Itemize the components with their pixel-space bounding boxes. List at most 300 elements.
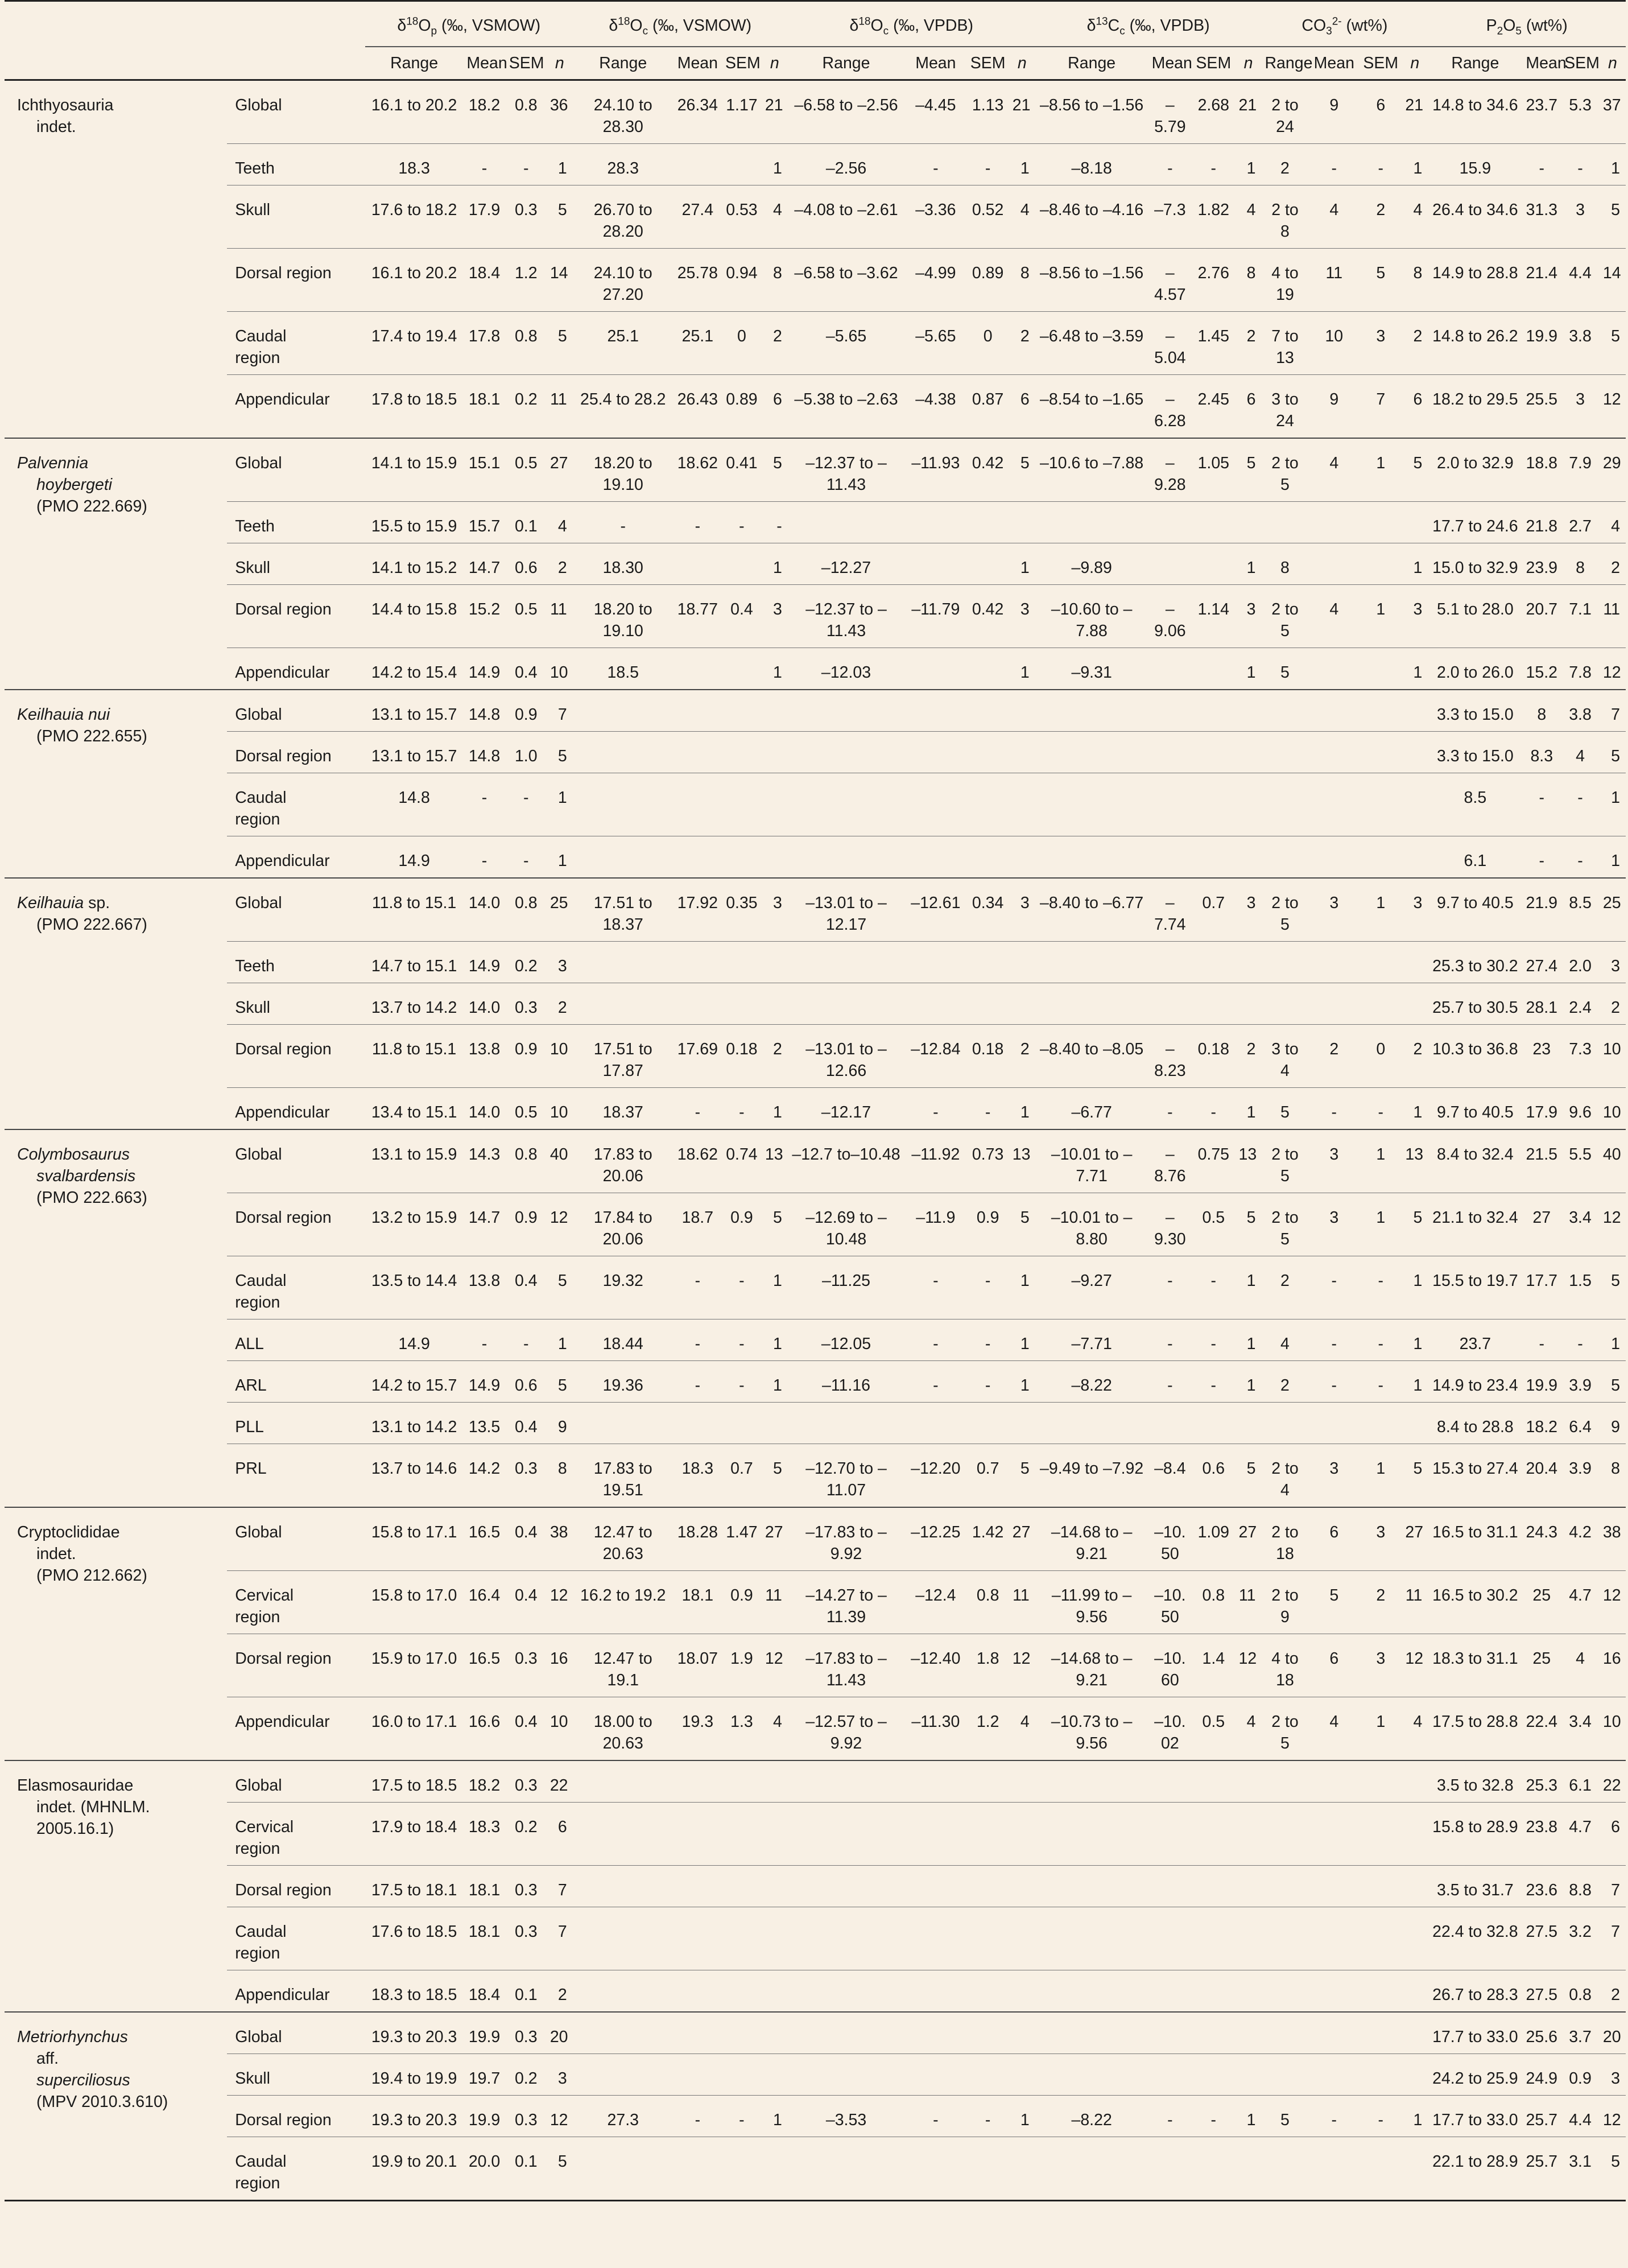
mean-cell: 8.3 [1522,732,1561,773]
subheader-sem: SEM [506,47,547,80]
range-cell: 13.1 to 14.2 [365,1403,464,1444]
taxon-name: Cryptoclididae [17,1523,120,1541]
sem-cell: 0.3 [506,2012,547,2054]
region-cell [227,1760,365,1803]
region-label: Skull [235,559,270,577]
sem-cell: 0.3 [506,1760,547,1803]
region-cell [227,1634,365,1697]
range-cell: 14.9 [365,1319,464,1361]
sem-cell [966,1403,1009,1444]
n-cell: 12 [762,1634,788,1697]
range-cell: 17.6 to 18.2 [365,185,464,249]
sem-cell [1360,836,1402,879]
range-cell: 15.5 to 19.7 [1428,1256,1522,1319]
mean-cell [904,2137,966,2201]
range-cell: 2 to 5 [1261,878,1308,942]
n-cell: 2 [1009,312,1035,375]
mean-cell: –8.4 [1148,1444,1192,1508]
header-group-co3 [1261,1,1428,47]
range-cell [1035,773,1148,836]
n-cell: 16 [1600,1634,1626,1697]
region-cell [227,312,365,375]
table-row [5,732,1626,773]
n-cell: 4 [1236,1697,1262,1761]
sem-cell [1192,1866,1235,1907]
region-label: Dorsal region [235,600,332,618]
sem-cell: 0.6 [506,543,547,585]
n-cell: 1 [1402,543,1428,585]
sem-cell [722,1403,762,1444]
range-cell: 26.70 to 28.20 [573,185,673,249]
region-label: Skull [235,201,270,219]
mean-cell: –7.3 [1148,185,1192,249]
range-cell: –8.56 to –1.56 [1035,249,1148,312]
n-cell: 3 [1402,878,1428,942]
subheader-n: n [1600,47,1626,80]
n-cell [762,1803,788,1866]
sem-cell: 2 [1360,185,1402,249]
n-cell [1402,690,1428,732]
region-cell [227,2054,365,2096]
region-label: PLL [235,1418,264,1436]
table-row [5,438,1626,502]
n-cell: 1 [1236,543,1262,585]
mean-cell: 20.4 [1522,1444,1561,1508]
mean-cell: –10. 50 [1148,1571,1192,1634]
sem-cell: 0.8 [506,878,547,942]
range-cell: 12.47 to 19.1 [573,1634,673,1697]
n-cell [1236,983,1262,1025]
range-cell: –8.54 to –1.65 [1035,375,1148,439]
region-cell [227,773,365,836]
mean-cell: 25.3 [1522,1760,1561,1803]
mean-cell: 15.2 [463,585,505,648]
region-label: Cervical region [235,1586,294,1626]
sem-cell [1360,773,1402,836]
mean-cell [673,2137,722,2201]
mean-cell [904,1403,966,1444]
mean-cell: 17.7 [1522,1256,1561,1319]
range-cell: 3.5 to 31.7 [1428,1866,1522,1907]
mean-cell: 19.9 [1522,1361,1561,1403]
range-cell: - [573,502,673,543]
mean-cell: - [1148,1319,1192,1361]
mean-cell: –5.79 [1148,80,1192,144]
mean-cell: 21.4 [1522,249,1561,312]
range-cell: 2 [1261,144,1308,185]
sem-cell: - [722,1361,762,1403]
n-cell: 37 [1600,80,1626,144]
n-cell: 2 [1236,312,1262,375]
region-label: Appendicular [235,1103,330,1121]
table-row [5,144,1626,185]
mean-cell: 18.4 [463,249,505,312]
range-cell: 2.0 to 26.0 [1428,648,1522,690]
mean-cell: 23.9 [1522,543,1561,585]
range-cell: 9.7 to 40.5 [1428,1088,1522,1130]
sem-cell: 1 [1360,1193,1402,1256]
taxon-name: Keilhauia nui [17,706,110,724]
region-label: Caudal region [235,789,287,828]
n-cell: 38 [547,1507,573,1571]
sem-cell: 0.3 [506,2096,547,2137]
n-cell: 5 [1009,1193,1035,1256]
mean-cell: 21.5 [1522,1129,1561,1193]
table-row [5,1361,1626,1403]
sem-cell: 2.45 [1192,375,1235,439]
n-cell [762,2137,788,2201]
range-cell: 13.2 to 15.9 [365,1193,464,1256]
range-cell [573,1803,673,1866]
n-cell: 1 [762,648,788,690]
table-row [5,1088,1626,1130]
mean-cell: 6 [1309,1507,1360,1571]
mean-cell: 18.1 [673,1571,722,1634]
sem-cell [966,773,1009,836]
n-cell: 5 [1600,2137,1626,2201]
mean-cell: 21.8 [1522,502,1561,543]
table-row [5,1970,1626,2013]
range-cell [1261,1907,1308,1970]
sem-cell: 3.8 [1561,312,1600,375]
mean-cell: 3 [1309,1444,1360,1508]
range-cell: 14.2 to 15.4 [365,648,464,690]
sem-cell: 2 [1360,1571,1402,1634]
range-cell: 3.3 to 15.0 [1428,732,1522,773]
mean-cell: 18.28 [673,1507,722,1571]
sem-cell: 3.4 [1561,1697,1600,1761]
sem-cell: 0.4 [506,1256,547,1319]
range-cell [1261,1866,1308,1907]
header-element: O [418,17,431,35]
taxon-cell [5,690,227,878]
n-cell: 4 [547,502,573,543]
table-row [5,502,1626,543]
range-cell: –9.27 [1035,1256,1148,1319]
range-cell [1035,1803,1148,1866]
n-cell: 27 [1402,1507,1428,1571]
mean-cell: 23.6 [1522,1866,1561,1907]
sem-cell: 0.4 [506,1507,547,1571]
mean-cell: - [1309,2096,1360,2137]
sem-cell: 0.42 [966,585,1009,648]
sem-cell [722,2137,762,2201]
n-cell: 1 [1600,144,1626,185]
n-cell: 12 [1402,1634,1428,1697]
sem-cell: - [506,144,547,185]
sem-cell [722,144,762,185]
header-subscript: p [431,25,437,38]
mean-cell: 25.78 [673,249,722,312]
mean-cell [1309,2012,1360,2054]
mean-cell: 2 [1309,1025,1360,1088]
mean-cell: –12.40 [904,1634,966,1697]
range-cell: –12.27 [788,543,904,585]
mean-cell [1309,1403,1360,1444]
range-cell: 25.4 to 28.2 [573,375,673,439]
taxon-name-line [17,1776,133,1795]
n-cell [1236,773,1262,836]
range-cell: 3 to 24 [1261,375,1308,439]
n-cell: 5 [1600,312,1626,375]
sem-cell: 1.3 [722,1697,762,1761]
sem-cell: 0.18 [1192,1025,1235,1088]
mean-cell: 16.4 [463,1571,505,1634]
mean-cell [1148,836,1192,879]
range-cell: 15.9 [1428,144,1522,185]
subheader-n: n [762,47,788,80]
n-cell: 1 [547,1319,573,1361]
mean-cell: 25.6 [1522,2012,1561,2054]
n-cell [762,690,788,732]
mean-cell: 16.5 [463,1507,505,1571]
range-cell: 28.3 [573,144,673,185]
range-cell [573,2012,673,2054]
mean-cell [904,2054,966,2096]
range-cell: –2.56 [788,144,904,185]
n-cell: 20 [1600,2012,1626,2054]
n-cell: 6 [1009,375,1035,439]
sem-cell: 0 [1360,1025,1402,1088]
sem-cell [1360,690,1402,732]
range-cell: –5.38 to –2.63 [788,375,904,439]
range-cell: –12.37 to –11.43 [788,585,904,648]
range-cell [1261,983,1308,1025]
range-cell: 24.10 to 27.20 [573,249,673,312]
n-cell: 2 [1600,983,1626,1025]
n-cell: 3 [762,878,788,942]
sem-cell: 1 [1360,438,1402,502]
n-cell: 2 [1600,543,1626,585]
mean-cell: 14.0 [463,878,505,942]
table-row [5,942,1626,983]
mean-cell [673,690,722,732]
region-cell [227,502,365,543]
mean-cell: –12.25 [904,1507,966,1571]
sem-cell: 0 [966,312,1009,375]
specimen-number: 2005.16.1) [36,1820,114,1838]
range-cell: 18.3 to 18.5 [365,1970,464,2013]
n-cell: 5 [547,1256,573,1319]
region-label: Global [235,96,282,114]
table-row [5,1193,1626,1256]
header-group-d18oc-vpdb [788,1,1035,47]
sem-cell: 0.34 [966,878,1009,942]
mean-cell [904,2012,966,2054]
sem-cell: 3.4 [1561,1193,1600,1256]
n-cell: 40 [547,1129,573,1193]
sem-cell [1192,1970,1235,2013]
n-cell: 11 [1600,585,1626,648]
table-row [5,249,1626,312]
region-cell [227,1025,365,1088]
mean-cell: - [1522,773,1561,836]
region-cell [227,185,365,249]
n-cell: 10 [547,648,573,690]
range-cell [1035,1866,1148,1907]
range-cell: 8.5 [1428,773,1522,836]
n-cell: 14 [547,249,573,312]
mean-cell: –5.04 [1148,312,1192,375]
n-cell [1009,1970,1035,2013]
mean-cell: - [673,1319,722,1361]
mean-cell: 18.1 [463,375,505,439]
region-label: Global [235,1145,282,1164]
sem-cell: 0.3 [506,185,547,249]
mean-cell: 14.3 [463,1129,505,1193]
range-cell: 15.5 to 15.9 [365,502,464,543]
mean-cell: –12.84 [904,1025,966,1088]
n-cell: 2 [762,1025,788,1088]
subheader-range: Range [365,47,464,80]
range-cell: 17.51 to 17.87 [573,1025,673,1088]
sem-cell: 0.9 [722,1193,762,1256]
n-cell: 5 [1402,438,1428,502]
range-cell: 15.8 to 17.0 [365,1571,464,1634]
n-cell: 5 [762,438,788,502]
subheader-sem: SEM [722,47,762,80]
mean-cell: –4.99 [904,249,966,312]
range-cell: 18.30 [573,543,673,585]
mean-cell [904,983,966,1025]
region-cell [227,836,365,879]
mean-cell: - [1148,1088,1192,1130]
range-cell: 3.5 to 32.8 [1428,1760,1522,1803]
region-label: Cervical region [235,1818,294,1858]
sem-cell [966,2137,1009,2201]
range-cell: 17.7 to 33.0 [1428,2012,1522,2054]
sem-cell: 1 [1360,1444,1402,1508]
sem-cell [1192,773,1235,836]
region-label: Dorsal region [235,1040,332,1058]
range-cell: 17.4 to 19.4 [365,312,464,375]
range-cell: 15.8 to 17.1 [365,1507,464,1571]
taxon-cell [5,1129,227,1507]
range-cell: –12.69 to –10.48 [788,1193,904,1256]
subheader-mean: Mean [1522,47,1561,80]
n-cell: 5 [1009,438,1035,502]
sem-cell [1192,1403,1235,1444]
table-row [5,80,1626,144]
range-cell: –7.71 [1035,1319,1148,1361]
n-cell: 8 [547,1444,573,1508]
mean-cell [1148,648,1192,690]
sem-cell [722,773,762,836]
taxon-name-line [17,706,110,724]
mean-cell: 3 [1309,1193,1360,1256]
n-cell: 1 [1402,1361,1428,1403]
range-cell: 14.9 to 28.8 [1428,249,1522,312]
n-cell: 3 [1600,942,1626,983]
sem-cell [722,732,762,773]
sem-cell: - [722,2096,762,2137]
taxon-name: Keilhauia [17,894,84,912]
sem-cell [722,2012,762,2054]
mean-cell: 15.2 [1522,648,1561,690]
range-cell: 25.3 to 30.2 [1428,942,1522,983]
mean-cell [1309,2054,1360,2096]
taxon-name-part2 [17,1796,224,1818]
mean-cell: 17.69 [673,1025,722,1088]
region-label: Caudal region [235,327,287,367]
range-cell: 18.3 [365,144,464,185]
mean-cell: 26.34 [673,80,722,144]
n-cell: 1 [762,1361,788,1403]
range-cell: –6.58 to –3.62 [788,249,904,312]
mean-cell: - [673,2096,722,2137]
n-cell: 11 [1236,1571,1262,1634]
range-cell: –11.16 [788,1361,904,1403]
range-cell: 14.8 [365,773,464,836]
sem-cell: - [1192,1256,1235,1319]
mean-cell: 14.0 [463,983,505,1025]
mean-cell: 25.5 [1522,375,1561,439]
sem-cell [722,942,762,983]
n-cell: 13 [1009,1129,1035,1193]
sem-cell [722,1760,762,1803]
range-cell [1261,836,1308,879]
range-cell [1261,1403,1308,1444]
range-cell: –11.25 [788,1256,904,1319]
mean-cell: - [904,1361,966,1403]
range-cell: –10.73 to – 9.56 [1035,1697,1148,1761]
mean-cell: 11 [1309,249,1360,312]
n-cell: 5 [1600,732,1626,773]
sem-cell: 1.2 [966,1697,1009,1761]
sem-cell: 7 [1360,375,1402,439]
range-cell: 4 to 19 [1261,249,1308,312]
range-cell: 16.5 to 30.2 [1428,1571,1522,1634]
mean-cell: 27.5 [1522,1970,1561,2013]
mean-cell: - [1522,1319,1561,1361]
header-element: O [870,17,883,35]
region-cell [227,2012,365,2054]
mean-cell: 19.3 [673,1697,722,1761]
range-cell: 5 [1261,1088,1308,1130]
taxon-cell [5,2012,227,2201]
region-cell [227,1907,365,1970]
header-empty-region-2 [227,47,365,80]
mean-cell: 14.9 [463,1361,505,1403]
header-element: P [1486,17,1497,35]
range-cell [1035,942,1148,983]
region-cell [227,1803,365,1866]
mean-cell: 17.8 [463,312,505,375]
n-cell: 1 [1236,1088,1262,1130]
taxon-name-part2: svalbardensis [36,1167,136,1185]
sem-cell: - [1561,144,1600,185]
n-cell: 27 [1009,1507,1035,1571]
n-cell: 21 [1236,80,1262,144]
mean-cell: - [463,836,505,879]
n-cell: 6 [762,375,788,439]
mean-cell: - [904,1256,966,1319]
n-cell: 27 [1236,1507,1262,1571]
n-cell: 1 [1009,2096,1035,2137]
sem-cell [722,836,762,879]
range-cell [788,1760,904,1803]
region-label: Appendicular [235,663,330,682]
mean-cell [1309,648,1360,690]
range-cell: –6.58 to –2.56 [788,80,904,144]
sem-cell [1192,2012,1235,2054]
range-cell [788,1866,904,1907]
sem-cell [1360,1866,1402,1907]
mean-cell [1148,1866,1192,1907]
n-cell: 5 [547,2137,573,2201]
n-cell: 1 [1009,543,1035,585]
sem-cell [1192,2054,1235,2096]
